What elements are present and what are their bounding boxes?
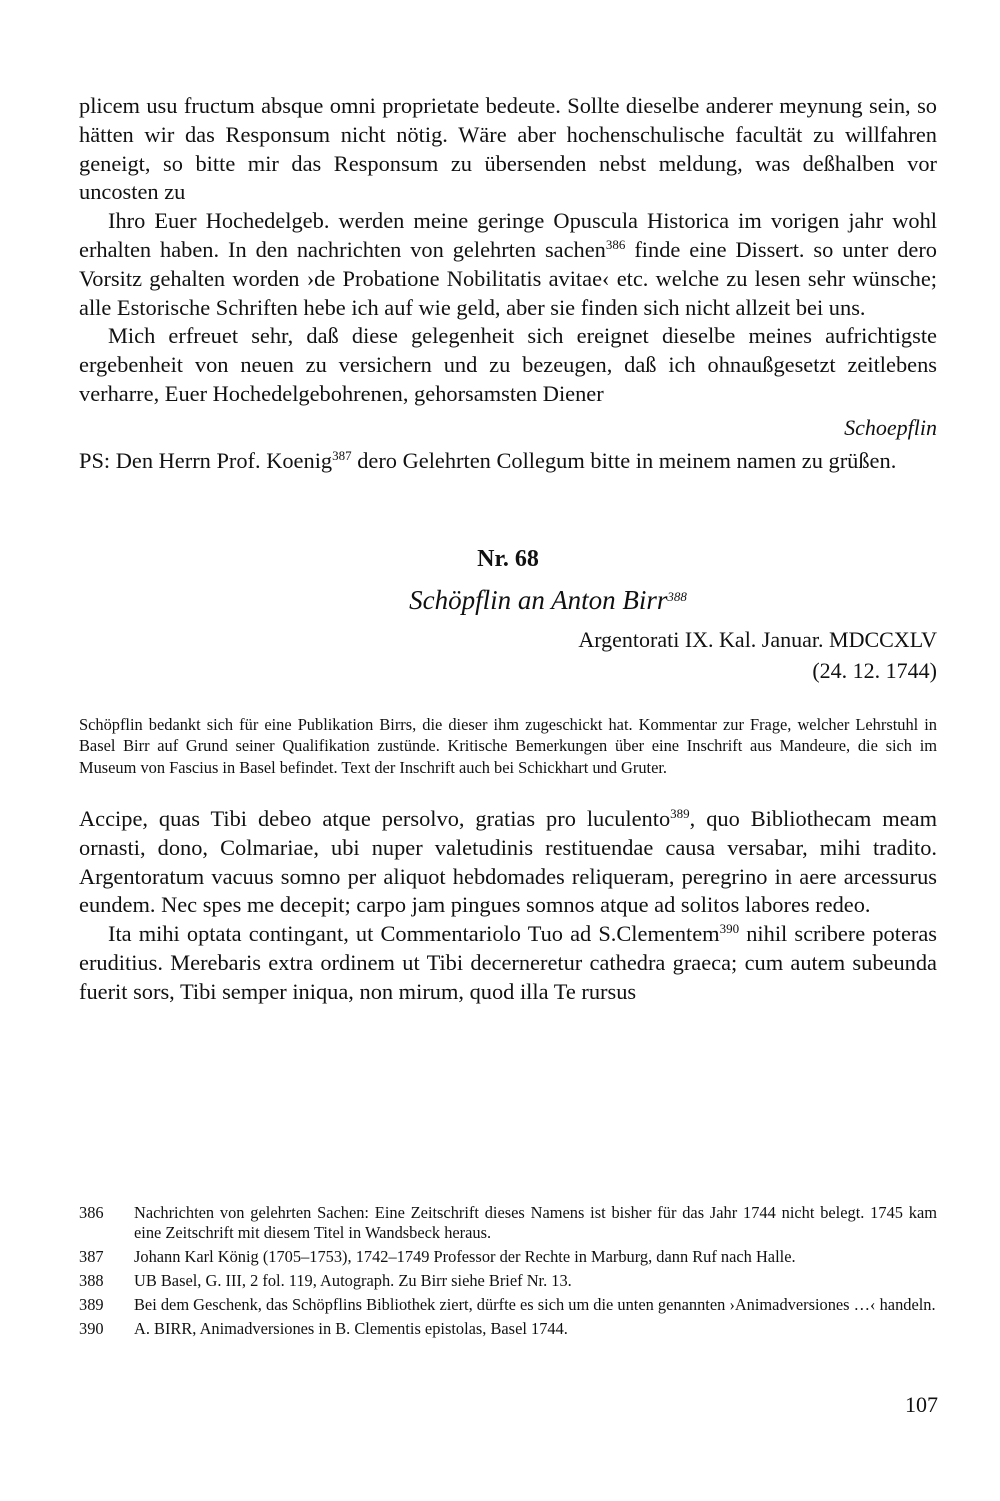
signature: Schoepflin [844,414,937,440]
footnote-number: 386 [79,1203,104,1222]
text-run: Ihro Euer Hochedelgeb. werden meine geringe Opuscula Historica im vorigen jahr wohl erhalten haben. In den nachrichten von gelehrten sachen [79,208,937,262]
main-text-column [79,92,937,1007]
letter-paragraph-2 [79,920,937,1006]
letter-title [79,585,937,616]
footnote-386 [79,1203,937,1243]
text-run: nihil scribere poteras eruditius. Merebaris extra ordinem ut Tibi decerneretur cathedra graeca; cum autem subeunda fuerit sors, Tibi semper iniqua, non mirum, quod illa Te rursus [79,921,937,1004]
footnote-number: 388 [79,1271,104,1290]
letter-number: Nr. 68 [477,545,539,572]
footnote-number: 390 [79,1319,104,1338]
letter-date-modern: (24. 12. 1744) [812,657,937,683]
footnote-ref-389[interactable]: 389 [670,805,690,821]
footnote-text: UB Basel, G. III, 2 fol. 119, Autograph. Zu Birr siehe Brief Nr. 13. [134,1271,572,1290]
footnote-text: Nachrichten von gelehrten Sachen: Eine Zeitschrift dieses Namens ist bisher für das Jahr 1744 nicht belegt. 1745 kam eine Zeitschrift mit diesem Titel in Wandsbeck heraus. [134,1203,937,1242]
footnote-388 [79,1271,937,1291]
footnote-number: 389 [79,1295,104,1314]
text-run: , quo Bibliothecam meam ornasti, dono, Colmariae, ubi nuper valetudinis restituendae causa versabar, mihi tradito. Argentoratum vacuus somno per aliquot hebdomades reliqueram, peregrino in aere arcessurus eundem. Nec spes me decepit; carpo jam pingues somnos atque ad solitos labores redeo. [79,805,937,918]
paragraph-continuation: plicem usu fructum absque omni proprietate bedeute. Sollte dieselbe anderer meynung sein, so hätten wir das Responsum nicht nötig. Wäre aber hochenschulische facultät zu willfahren geneigt, so bitte mir das Responsum zu übersenden nebst meldung, was deßhalben vor uncosten zu [79,93,937,205]
letter-summary: Schöpflin bedankt sich für eine Publikation Birrs, die dieser ihm zugeschickt hat. Kommentar zur Frage, welcher Lehrstuhl in Basel Birr auf Grund seiner Qualifikation zustünde. Kritische Bemerkungen über eine Inschrift aus Mandeure, die sich im Museum von Fascius in Basel befindet. Text der Inschrift auch bei Schickhart und Gruter. [79,714,937,778]
paragraph-opuscula [79,207,937,322]
footnotes [79,1203,937,1343]
footnote-387 [79,1247,937,1267]
paragraph-closing: Mich erfreuet sehr, daß diese gelegenheit sich ereignet dieselbe meines aufrichtigste ergebenheit von neuen zu versichern und zu bezeugen, daß ich ohnaußgesetzt zeitlebens verharre, Euer Hochedelgebohrenen, gehorsamsten Diener [79,323,937,406]
text-run: dero Gelehrten Collegum bitte in meinem namen zu grüßen. [351,447,897,473]
letter-date: Argentorati IX. Kal. Januar. MDCCXLV [578,626,937,652]
footnote-ref-386[interactable]: 386 [605,236,626,252]
footnote-text: Bei dem Geschenk, das Schöpflins Bibliothek ziert, dürfte es sich um die unten genannten ›Animadversiones …‹ handeln. [134,1295,936,1314]
text-run: Accipe, quas Tibi debeo atque persolvo, gratias pro luculento [79,805,671,831]
text-run: PS: Den Herrn Prof. Koenig [79,447,333,473]
footnote-ref-387[interactable]: 387 [332,447,352,463]
footnote-389 [79,1295,937,1315]
letter-title-text: Schöpflin an Anton Birr [409,584,668,615]
footnote-number: 387 [79,1247,104,1266]
postscript [79,447,937,476]
footnote-ref-388[interactable]: 388 [667,588,687,604]
letter-paragraph-1 [79,805,937,920]
page-number: 107 [905,1392,938,1417]
footnote-text: Johann Karl König (1705–1753), 1742–1749 Professor der Rechte in Marburg, dann Ruf nach Halle. [134,1247,796,1266]
footnote-ref-390[interactable]: 390 [719,921,740,937]
footnote-390 [79,1319,937,1339]
text-run: Ita mihi optata contingant, ut Commentariolo Tuo ad S.Clementem [108,921,720,947]
text-run: finde eine Dissert. so unter dero Vorsitz gehalten worden ›de Probatione Nobilitatis avitae‹ etc. welche zu lesen sehr wünsche; alle Estorische Schriften hebe ich auf wie geld, aber sie finden sich nicht allzeit bei uns. [79,236,937,320]
footnote-text: A. BIRR, Animadversiones in B. Clementis epistolas, Basel 1744. [134,1319,568,1338]
